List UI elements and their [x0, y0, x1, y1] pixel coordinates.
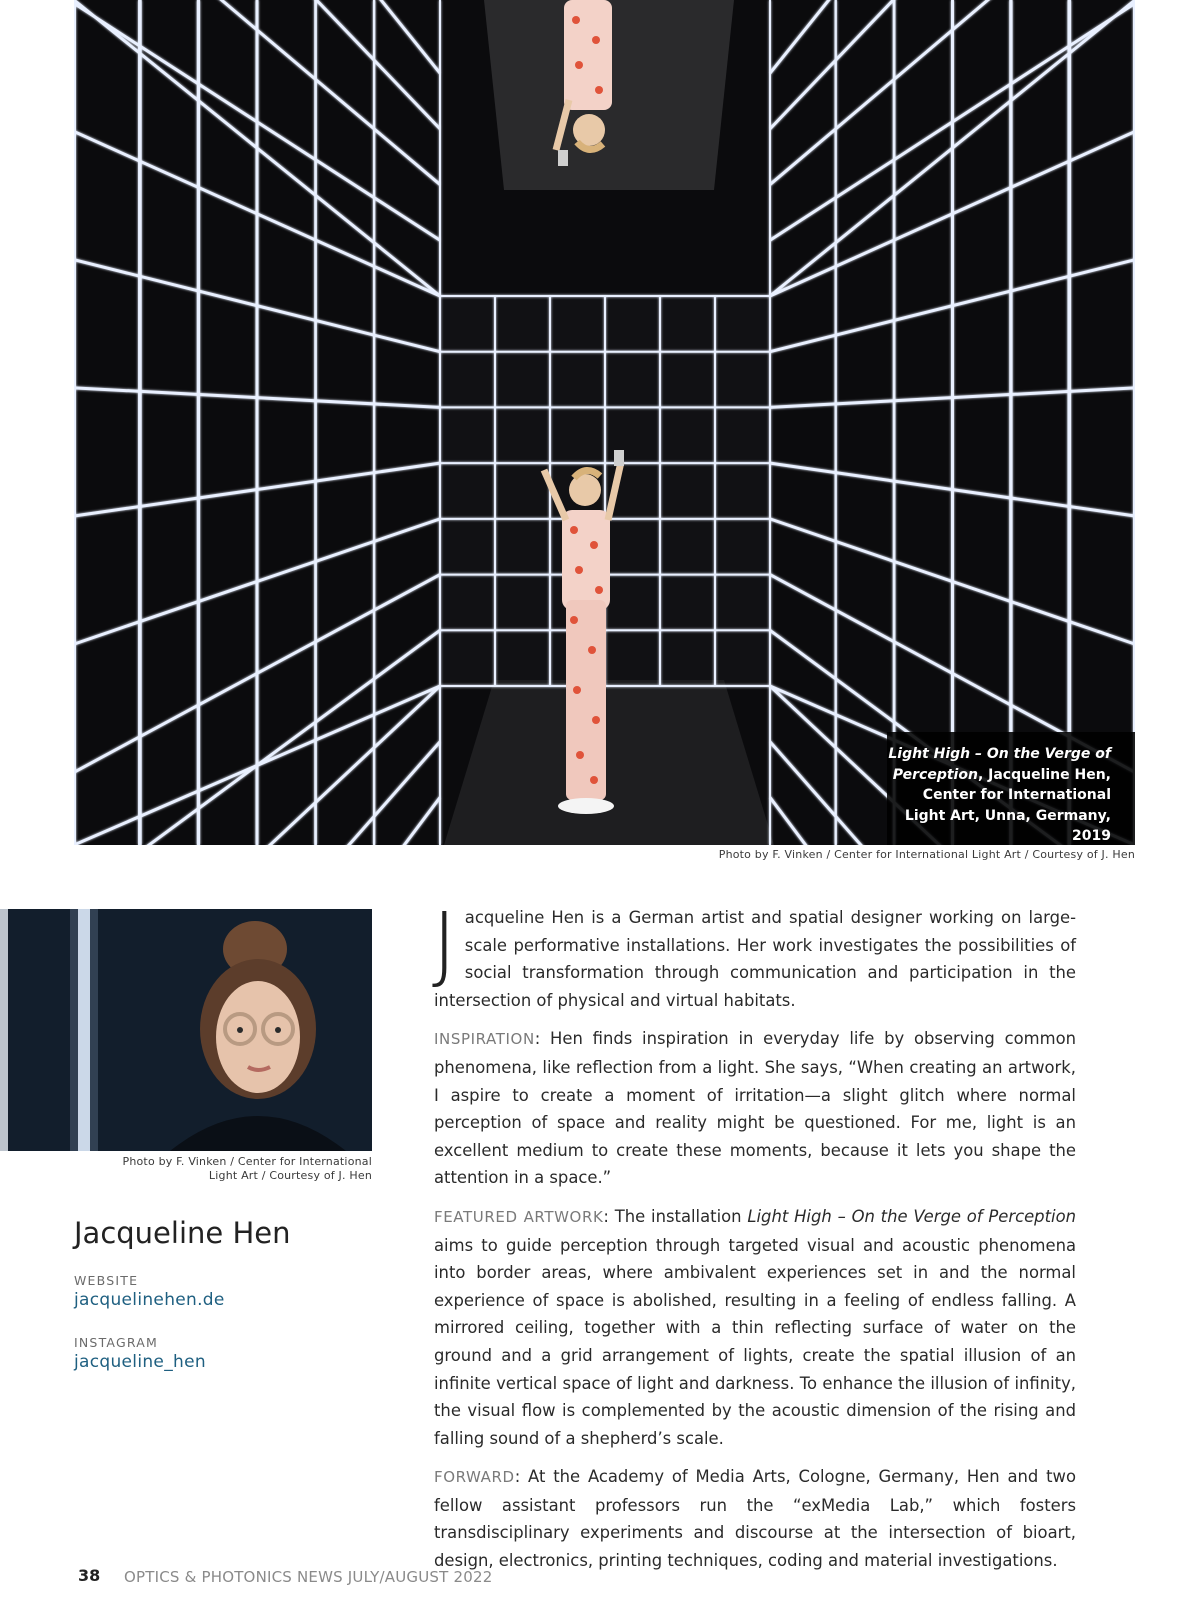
portrait-photo — [0, 909, 372, 1151]
hero-photo — [74, 0, 1135, 845]
portrait-photo-credit: Photo by F. Vinken / Center for International Light Art / Courtesy of J. Hen — [122, 1155, 372, 1182]
website-label: WEBSITE — [74, 1273, 139, 1288]
artist-portrait-image — [0, 909, 372, 1151]
intro-text: acqueline Hen is a German artist and spatial designer working on large-scale performative installations. Her work investigates the possibilities of social transformation through communication and participation in the intersection of physical and virtual habitats. — [434, 908, 1076, 1010]
instagram-link[interactable]: jacqueline_hen — [74, 1352, 206, 1372]
drop-cap: J — [432, 894, 457, 992]
page-number: 38 — [78, 1566, 101, 1585]
hero-caption — [887, 732, 1135, 845]
instagram-label: INSTAGRAM — [74, 1335, 158, 1350]
featured-artwork-title: Light High – On the Verge of Perception — [747, 1206, 1076, 1226]
featured-artwork-label: FEATURED ARTWORK — [434, 1207, 604, 1226]
inspiration-paragraph — [434, 1025, 1076, 1192]
inspiration-text: : Hen finds inspiration in everyday life by observing common phenomena, like reflection from a light. She says, “When creating an artwork, I aspire to create a moment of irritation—a slight glitch where normal perception of space and reality might be questioned. For me, light is an excellent medium to create these moments, because it lets you shape the attention in a space.” — [434, 1029, 1076, 1188]
intro-paragraph — [432, 894, 1076, 1014]
forward-label: FORWARD — [434, 1468, 515, 1487]
hero-caption-title: Light High – On the Verge of Perception — [888, 746, 1111, 783]
hero-photo-credit: Photo by F. Vinken / Center for International Light Art / Courtesy of J. Hen — [718, 848, 1135, 861]
website-link[interactable]: jacquelinehen.de — [74, 1290, 225, 1310]
publication-masthead: OPTICS & PHOTONICS NEWS JULY/AUGUST 2022 — [124, 1568, 493, 1586]
light-grid-installation-image — [74, 0, 1135, 845]
article-body — [432, 894, 1076, 1586]
forward-text: : At the Academy of Media Arts, Cologne, Germany, Hen and two fellow assistant professors run the “exMedia Lab,” which fosters transdisciplinary experiments and discourse at the intersection of bioart, design, electronics, printing techniques, coding and material investigations. — [434, 1467, 1076, 1571]
artist-name-heading: Jacqueline Hen — [74, 1216, 291, 1250]
featured-artwork-paragraph — [434, 1203, 1076, 1452]
hero-caption-details: , Jacqueline Hen, Center for International Light Art, Unna, Germany, 2019 — [904, 766, 1111, 844]
inspiration-label: INSPIRATION — [434, 1030, 535, 1049]
forward-paragraph — [434, 1463, 1076, 1574]
featured-artwork-intro: : The installation — [603, 1206, 748, 1226]
featured-artwork-text: aims to guide perception through targeted visual and acoustic phenomena into border areas, where ambivalent experiences set in and the normal experience of space is abolished, resulting in a feeling of endless falling. A mirrored ceiling, together with a thin reflecting surface of water on the ground and a grid arrangement of lights, create the spatial illusion of an infinite vertical space of light and darkness. To enhance the illusion of infinity, the visual flow is complemented by the acoustic dimension of the rising and falling sound of a shepherd’s scale. — [434, 1235, 1076, 1448]
